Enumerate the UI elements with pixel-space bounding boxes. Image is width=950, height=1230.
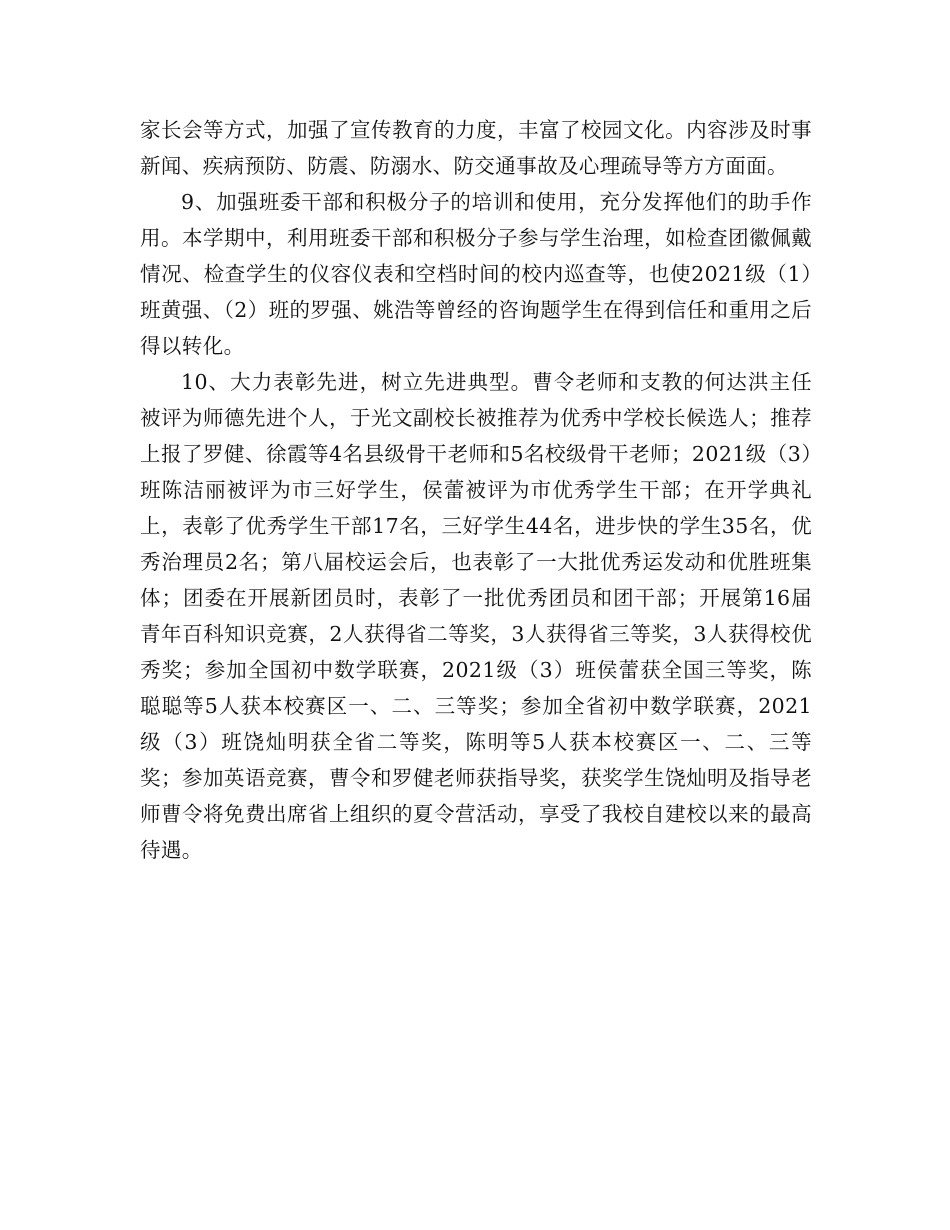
document-body	[140, 112, 812, 868]
paragraph-continuation: 家长会等方式，加强了宣传教育的力度，丰富了校园文化。内容涉及时事新闻、疾病预防、防震、防溺水、防交通事故及心理疏导等方方面面。	[140, 118, 812, 178]
paragraph-item-10: 10、大力表彰先进，树立先进典型。曹令老师和支教的何达洪主任被评为师德先进个人，于光文副校长被推荐为优秀中学校长候选人；推荐上报了罗健、徐霞等4名县级骨干老师和5名校级骨干老师；2021级（3）班陈洁丽被评为市三好学生，侯蕾被评为市优秀学生干部；在开学典礼上，表彰了优秀学生干部17名，三好学生44名，进步快的学生35名，优秀治理员2名；第八届校运会后，也表彰了一大批优秀运发动和优胜班集体；团委在开展新团员时，表彰了一批优秀团员和团干部；开展第16届青年百科知识竞赛，2人获得省二等奖，3人获得省三等奖，3人获得校优秀奖；参加全国初中数学联赛，2021级（3）班侯蕾获全国三等奖，陈聪聪等5人获本校赛区一、二、三等奖；参加全省初中数学联赛，2021级（3）班饶灿明获全省二等奖，陈明等5人获本校赛区一、二、三等奖；参加英语竞赛，曹令和罗健老师获指导奖，获奖学生饶灿明及指导老师曹令将免费出席省上组织的夏令营活动，享受了我校自建校以来的最高待遇。	[140, 370, 812, 862]
paragraph-item-9: 9、加强班委干部和积极分子的培训和使用，充分发挥他们的助手作用。本学期中，利用班委干部和积极分子参与学生治理，如检查团徽佩戴情况、检查学生的仪容仪表和空档时间的校内巡查等，也使2021级（1）班黄强、（2）班的罗强、姚浩等曾经的咨询题学生在得到信任和重用之后得以转化。	[140, 190, 812, 358]
